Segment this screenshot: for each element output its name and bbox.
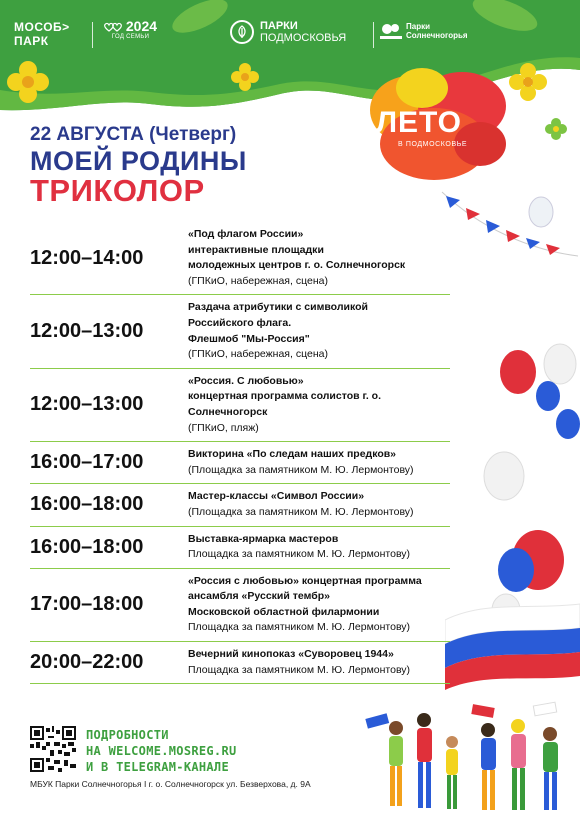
schedule-time: 12:00–13:00 [30,393,144,416]
schedule-row [30,295,450,368]
year-logo-caption: ГОД СЕМЬИ [111,34,150,40]
schedule-description-line: Площадка за памятником М. Ю. Лермонтову) [188,663,411,676]
solnech-logo-line2: Солнечногорья [406,31,468,40]
parki-logo-line2: ПОДМОСКОВЬЯ [260,32,347,44]
event-schedule [30,222,450,684]
schedule-description-line: молодежных центров г. о. Солнечногорск [188,259,406,272]
schedule-description-line: Флешмоб "Мы-Россия" [188,332,310,345]
schedule-description [188,369,450,441]
park-trees-icon [380,22,402,40]
schedule-description-line: (ГПКиО, набережная, сцена) [188,274,328,287]
schedule-description-line: (ГПКиО, пляж) [188,421,259,434]
schedule-description [188,442,450,483]
schedule-row [30,569,450,642]
event-date: 22 АВГУСТА (Четверг) [30,124,237,145]
year-of-family-logo [104,18,157,40]
mosobl-logo-line2: ПАРК [14,34,49,48]
schedule-description-line: Мастер-классы «Символ России» [188,490,365,503]
schedule-description-line: Московской областной филармонии [188,605,380,618]
schedule-time: 17:00–18:00 [30,593,144,616]
schedule-description-line: Викторина «По следам наших предков» [188,448,397,461]
more-info-text [86,727,237,775]
flag-bunting [440,178,580,268]
schedule-description-line: «Россия. С любовью» [188,374,304,387]
schedule-time: 12:00–13:00 [30,320,144,343]
schedule-time: 16:00–18:00 [30,535,144,558]
celebrating-people-illustration [362,700,580,820]
logo-divider [92,22,93,48]
schedule-description [188,642,450,683]
leaf-icon [230,20,254,44]
schedule-description-line: Вечерний кинопоказ «Суворовец 1944» [188,648,394,661]
schedule-row [30,222,450,295]
organizer-address: МБУК Парки Солнечногорья I г. о. Солнечногорск ул. Безверхова, д. 9А [30,779,311,789]
schedule-description-line: «Под флагом России» [188,228,304,240]
schedule-time: 12:00–14:00 [30,246,144,269]
schedule-description [188,569,450,641]
schedule-description-line: Солнечногорск [188,405,268,418]
schedule-description-line: концертная программа солистов г. о. [188,390,381,403]
balloon-icon [526,196,556,232]
schedule-description-line: Площадка за памятником М. Ю. Лермонтову) [188,548,411,561]
heart-icon [104,22,122,32]
schedule-description-line: ансамбля «Русский тембр» [188,590,330,603]
schedule-description-line: (Площадка за памятником М. Ю. Лермонтову) [188,463,414,476]
schedule-description-line: Раздача атрибутики с символикой [188,301,368,314]
schedule-description-line: (Площадка за памятником М. Ю. Лермонтову) [188,505,414,518]
schedule-row [30,642,450,684]
parki-podmoskovya-logo [230,20,346,44]
schedule-description-line: Российского флага. [188,316,292,329]
logo-divider [373,22,374,48]
balloons-decoration [480,340,580,630]
year-logo-number: 2024 [125,18,158,34]
schedule-description-line: «Россия с любовью» концертная программа [188,574,422,587]
schedule-description-line: Выставка-ярмарка мастеров [188,532,339,545]
schedule-description [188,527,450,568]
yellow-flower-icon [230,62,260,92]
mosobl-logo-line1: МОСОБ> [14,20,70,34]
schedule-row [30,442,450,484]
schedule-row [30,369,450,442]
event-title-line2: ТРИКОЛОР [30,173,205,208]
schedule-row [30,527,450,569]
leto-title: ЛЕТО [376,106,462,139]
solnech-logo-line1: Парки [406,22,431,31]
more-info-link[interactable]: НА WELCOME.MOSREG.RU [86,744,237,758]
leto-subtitle: В ПОДМОСКОВЬЕ [398,141,468,148]
russian-flag-wave [445,600,580,690]
schedule-description [188,295,450,367]
schedule-time: 16:00–18:00 [30,493,144,516]
schedule-time: 20:00–22:00 [30,651,144,674]
schedule-description-line: (ГПКиО, набережная, сцена) [188,348,328,361]
yellow-flower-icon [508,62,548,102]
schedule-description-line: Площадка за памятником М. Ю. Лермонтову) [188,621,411,634]
more-info-line1: ПОДРОБНОСТИ [86,728,169,742]
qr-code[interactable] [30,726,76,772]
schedule-description [188,484,450,525]
green-flower-icon [545,118,567,140]
more-info-line3: И В TELEGRAM-КАНАЛЕ [86,760,229,774]
mosobl-park-logo [14,20,70,48]
schedule-description-line: интерактивные площадки [188,243,324,256]
yellow-flower-icon [6,60,50,104]
parki-logo-line1: ПАРКИ [260,20,298,32]
schedule-description [188,222,450,294]
schedule-row [30,484,450,526]
event-title-line1: МОЕЙ РОДИНЫ [30,146,247,176]
parki-solnechnogorya-logo [380,22,468,40]
schedule-time: 16:00–17:00 [30,451,144,474]
